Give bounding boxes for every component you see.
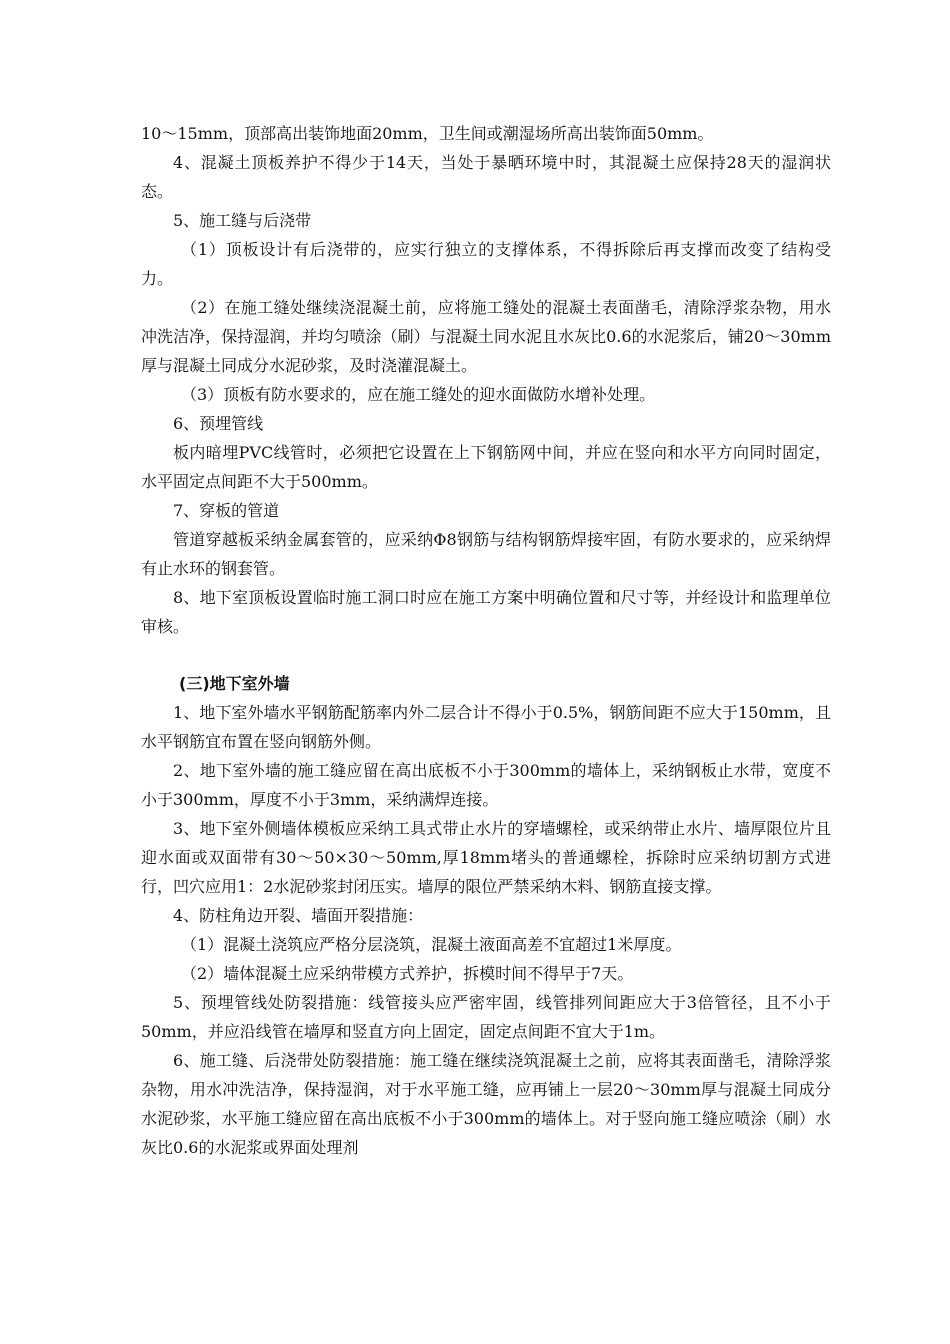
paragraph-wall-4: 4、防柱角边开裂、墙面开裂措施： <box>173 906 424 925</box>
paragraph-wall-2: 2、地下室外墙的施工缝应留在高出底板不小于300mm的墙体上，采纳钢板止水带，宽度不小于300mm，厚度不小于3mm，采纳满焊连接。 <box>141 761 831 809</box>
section-gap <box>141 641 831 669</box>
paragraph-continuation: 10～15mm，顶部高出装饰地面20mm，卫生间或潮湿场所高出装饰面50mm。 <box>141 124 714 143</box>
paragraph-item-4: 4、混凝土顶板养护不得少于14天，当处于暴晒环境中时，其混凝土应保持28天的湿润状态。 <box>141 153 831 201</box>
subheading-construction-joints: 5、施工缝与后浇带 <box>173 211 312 230</box>
paragraph-wall-4-sub-2: （2）墙体混凝土应采纳带模方式养护，拆模时间不得早于7天。 <box>181 964 634 983</box>
paragraph-wall-6: 6、施工缝、后浇带处防裂措施：施工缝在继续浇筑混凝土之前，应将其表面凿毛，清除浮浆杂物，用水冲洗洁净，保持湿润，对于水平施工缝，应再铺上一层20～30mm厚与混凝土同成分水泥砂浆，水平施工缝应留在高出底板不小于300mm的墙体上。对于竖向施工缝应喷涂（刷）水灰比0.6的水泥浆或界面处理剂 <box>141 1051 831 1157</box>
paragraph-sub-3: （3）顶板有防水要求的，应在施工缝处的迎水面做防水增补处理。 <box>181 385 656 404</box>
paragraph-item-8: 8、地下室顶板设置临时施工洞口时应在施工方案中明确位置和尺寸等，并经设计和监理单位审核。 <box>141 588 831 636</box>
section-heading: (三)地下室外墙 <box>179 674 290 693</box>
document-body <box>141 119 831 1162</box>
paragraph-wall-3: 3、地下室外侧墙体模板应采纳工具式带止水片的穿墙螺栓，或采纳带止水片、墙厚限位片且迎水面或双面带有30～50×30～50mm,厚18mm堵头的普通螺栓，拆除时应采纳切割方式进行，凹穴应用1：2水泥砂浆封闭压实。墙厚的限位严禁采纳木料、钢筋直接支撑。 <box>141 819 831 896</box>
subheading-embedded-pipes: 6、预埋管线 <box>173 414 264 433</box>
paragraph-wall-4-sub-1: （1）混凝土浇筑应严格分层浇筑，混凝土液面高差不宜超过1米厚度。 <box>181 935 682 954</box>
subheading-slab-pipes: 7、穿板的管道 <box>173 501 280 520</box>
paragraph-wall-1: 1、地下室外墙水平钢筋配筋率内外二层合计不得小于0.5%，钢筋间距不应大于150mm，且水平钢筋宜布置在竖向钢筋外侧。 <box>141 703 831 751</box>
paragraph-slab-pipes: 管道穿越板采纳金属套管的，应采纳Φ8钢筋与结构钢筋焊接牢固，有防水要求的，应采纳焊有止水环的钢套管。 <box>141 530 831 578</box>
paragraph-wall-5: 5、预埋管线处防裂措施：线管接头应严密牢固，线管排列间距应大于3倍管径，且不小于50mm，并应沿线管在墙厚和竖直方向上固定，固定点间距不宜大于1m。 <box>141 993 831 1041</box>
paragraph-embedded-pipes: 板内暗埋PVC线管时，必须把它设置在上下钢筋网中间，并应在竖向和水平方向同时固定，水平固定点间距不大于500mm。 <box>141 443 831 491</box>
paragraph-sub-1: （1）顶板设计有后浇带的，应实行独立的支撑体系，不得拆除后再支撑而改变了结构受力。 <box>141 240 831 288</box>
paragraph-sub-2: （2）在施工缝处继续浇混凝土前，应将施工缝处的混凝土表面凿毛，清除浮浆杂物，用水冲洗洁净，保持湿润，并均匀喷涂（刷）与混凝土同水泥且水灰比0.6的水泥浆后，铺20～30mm厚与混凝土同成分水泥砂浆，及时浇灌混凝土。 <box>141 298 831 375</box>
